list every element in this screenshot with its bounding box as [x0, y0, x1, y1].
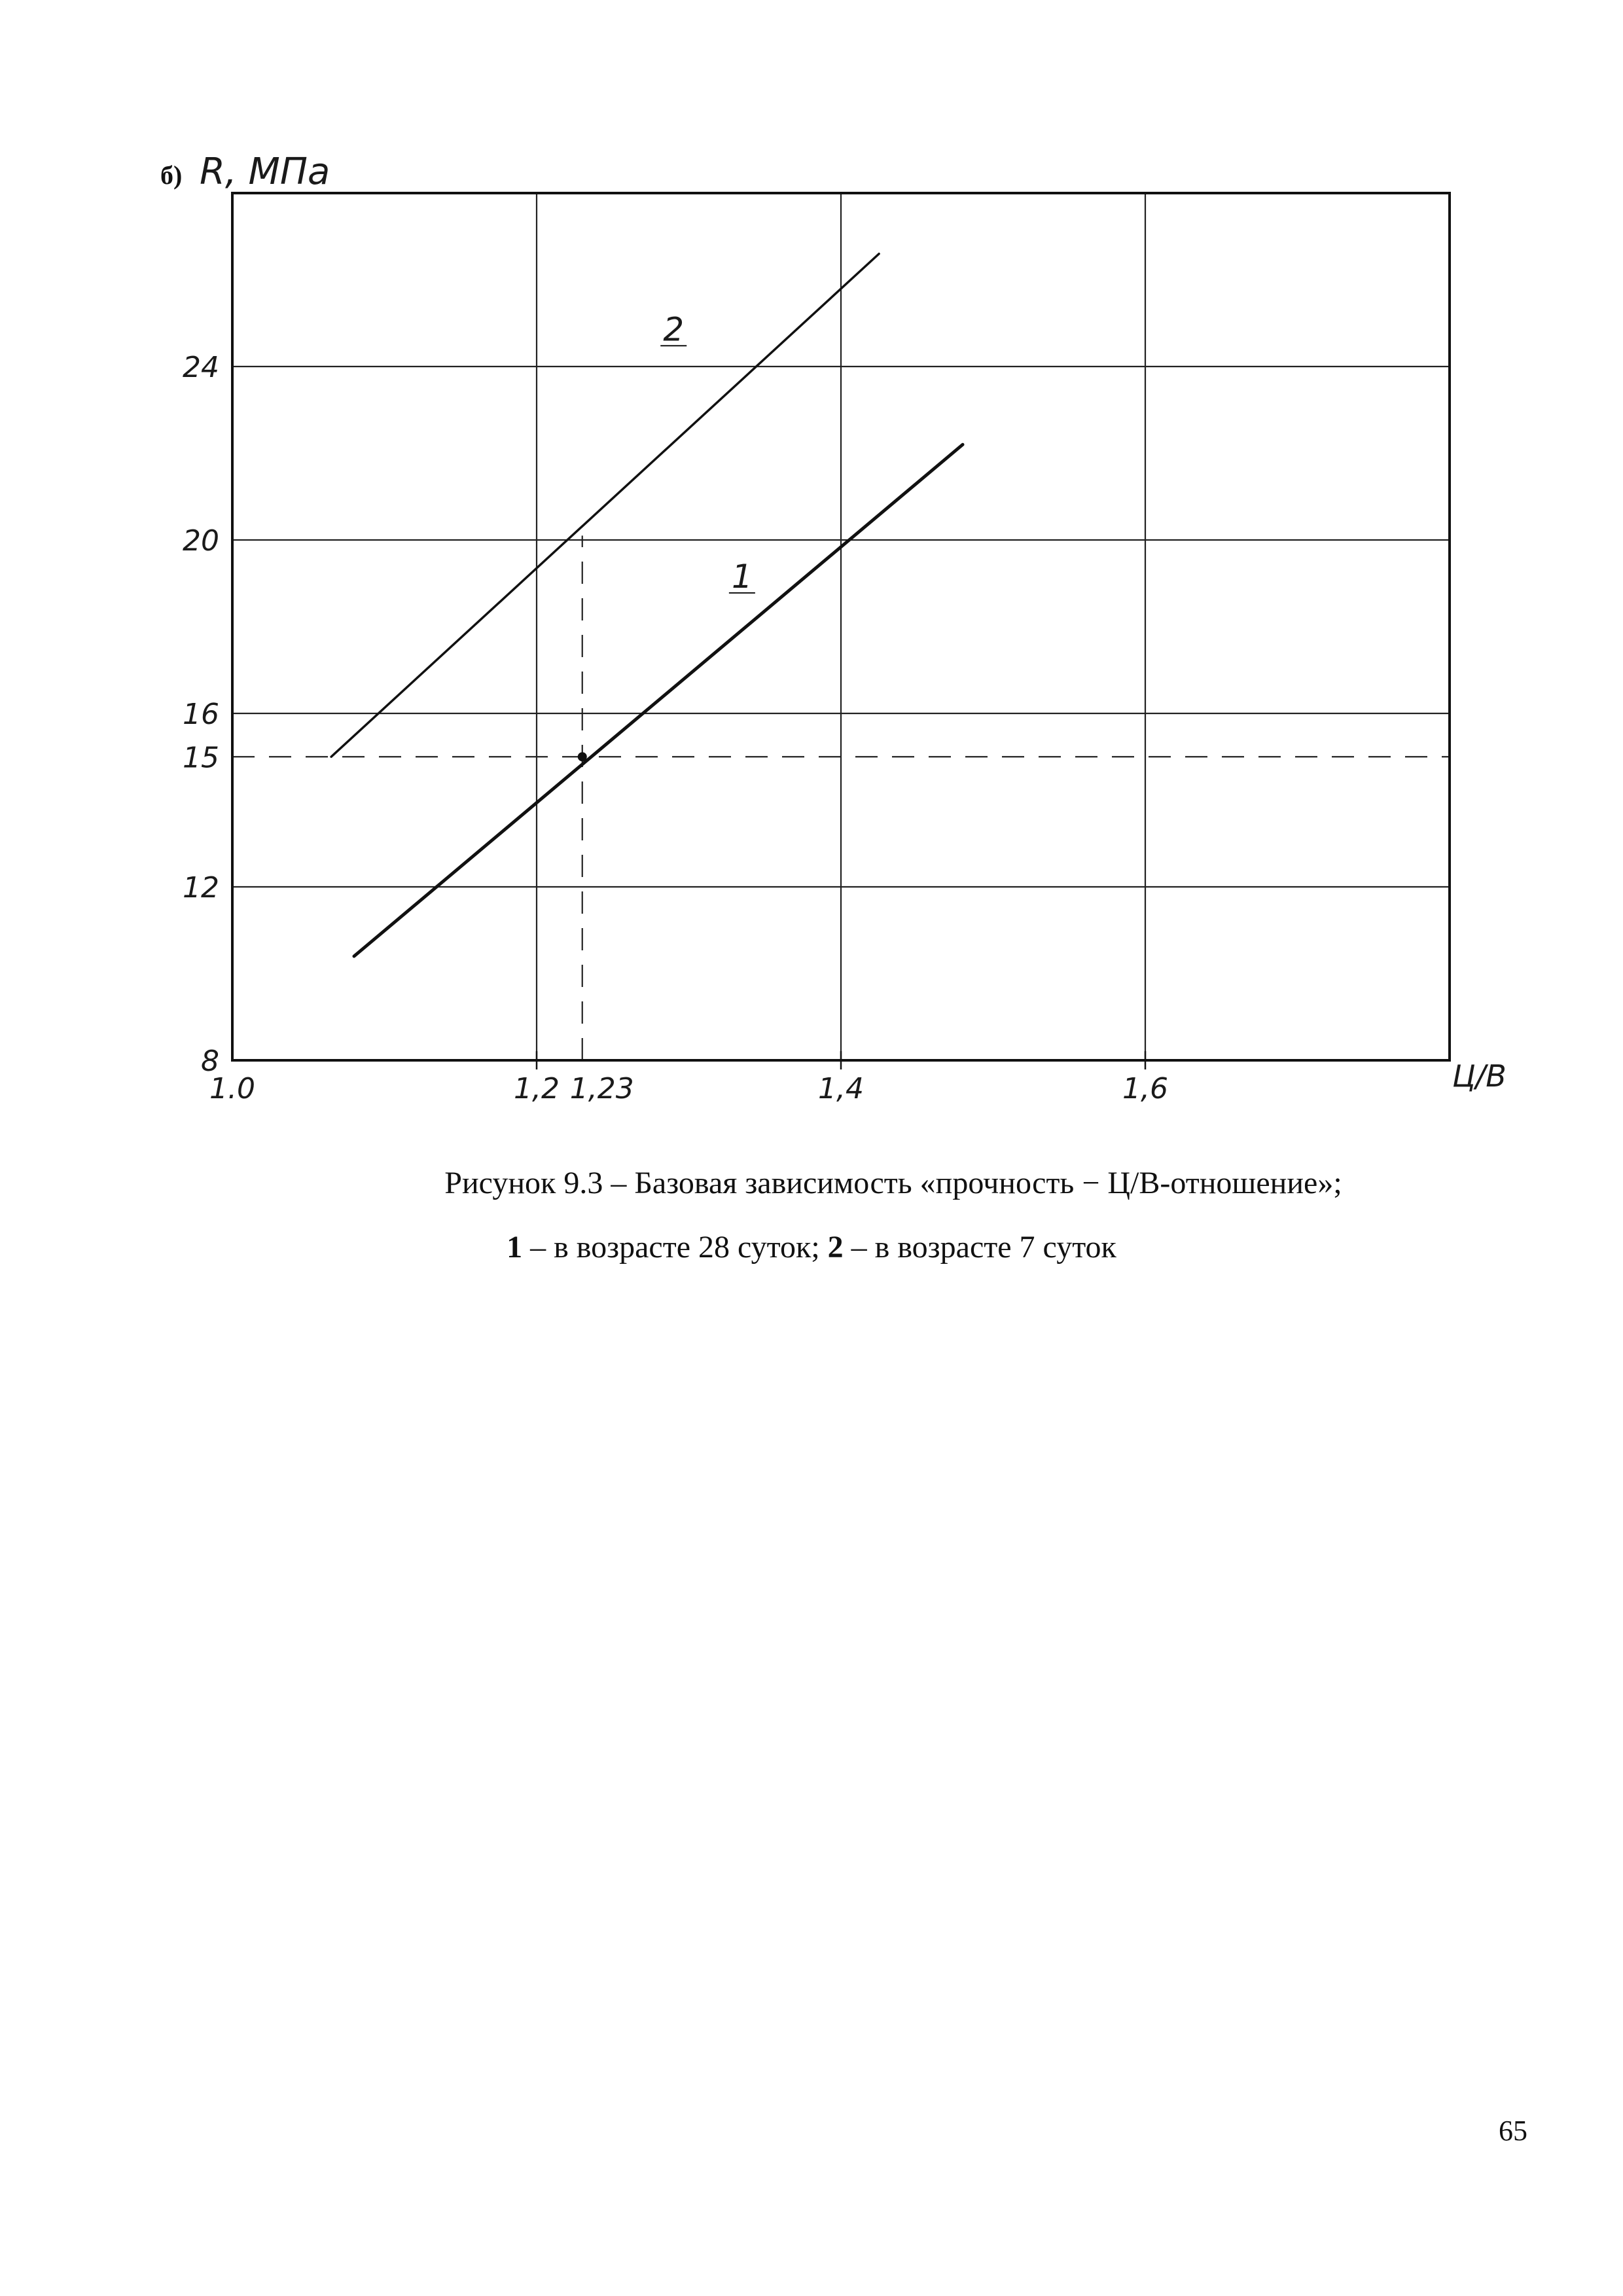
- series-line-2: [331, 254, 879, 757]
- series-label-2: 2: [663, 310, 685, 349]
- y-tick-label: 15: [183, 741, 219, 775]
- y-axis-label: R, МПа: [200, 151, 330, 193]
- x-tick-label: 1,23: [569, 1072, 634, 1105]
- chart-labels: [160, 151, 1507, 1105]
- y-tick-label: 20: [183, 524, 219, 558]
- x-axis-label: Ц/В: [1452, 1058, 1507, 1094]
- legend-text-1: – в возрасте 28 суток;: [522, 1230, 828, 1265]
- series-lines: [331, 254, 963, 956]
- page-number: 65: [1499, 2115, 1527, 2147]
- y-tick-label: 12: [183, 871, 219, 905]
- x-tick-label: 1,2: [514, 1072, 560, 1105]
- legend-key-1: 1: [507, 1230, 523, 1265]
- y-tick-label: 8: [201, 1045, 219, 1078]
- figure-caption-line-2: [0, 1229, 1623, 1265]
- series-line-1: [354, 444, 963, 956]
- figure-caption-line-1: Рисунок 9.3 – Базовая зависимость «прочность − Ц/В-отношение»;: [444, 1166, 1342, 1200]
- marked-intersection-point: [578, 752, 587, 761]
- legend-text-2: – в возрасте 7 суток: [843, 1230, 1116, 1265]
- y-tick-label: 24: [183, 351, 219, 384]
- x-tick-label: 1,4: [818, 1072, 864, 1105]
- panel-label: б): [160, 160, 183, 190]
- series-label-1: 1: [731, 557, 753, 596]
- y-tick-label: 16: [183, 698, 219, 731]
- x-tick-label: 1,6: [1122, 1072, 1168, 1105]
- x-tick-label: 1.0: [209, 1072, 255, 1105]
- grid: [232, 193, 1450, 1060]
- legend-key-2: 2: [827, 1230, 844, 1265]
